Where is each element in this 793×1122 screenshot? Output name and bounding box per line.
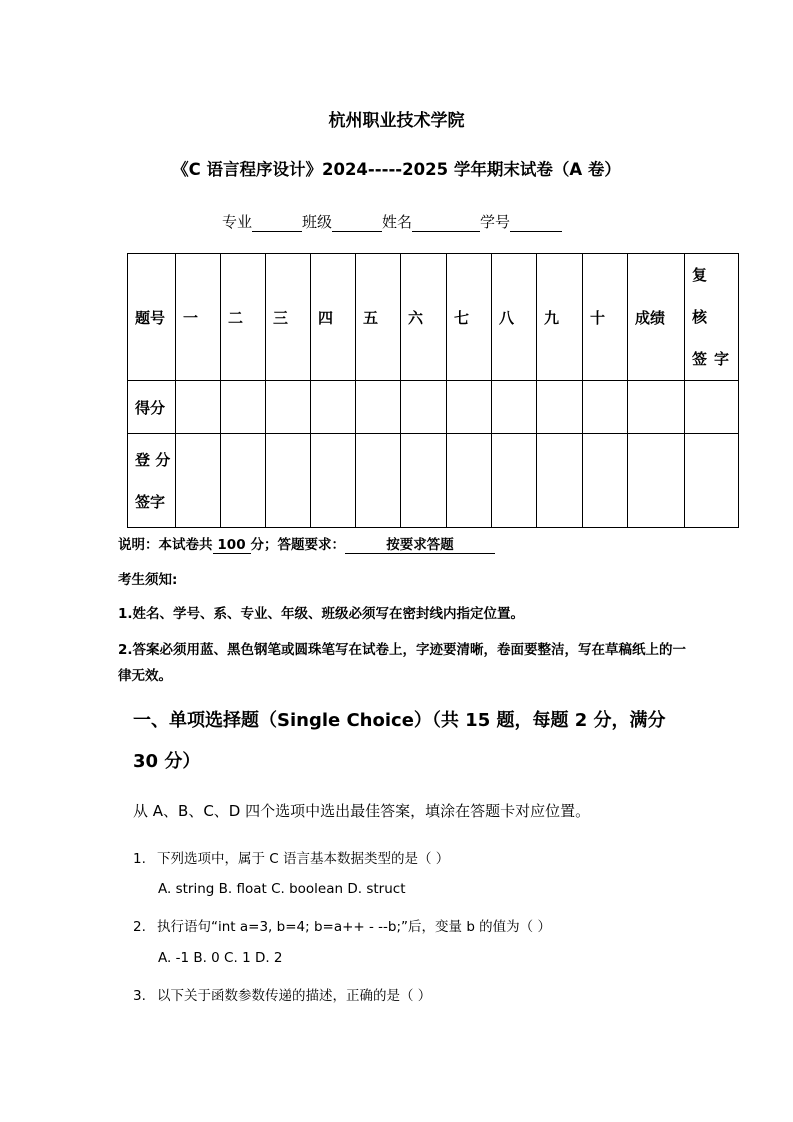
register-label-line1: 登 分 [135, 450, 171, 469]
section-3-header: 三 [266, 254, 311, 381]
score-cell[interactable] [266, 381, 311, 434]
score-cell[interactable] [221, 381, 266, 434]
score-row [128, 381, 739, 434]
score-cell[interactable] [311, 381, 356, 434]
section-1-title: 一、单项选择题（Single Choice）（共 15 题，每题 2 分，满分 30 分） [133, 710, 666, 772]
question-text: 以下关于函数参数传递的描述，正确的是（ ） [157, 988, 432, 1004]
major-label: 专业 [222, 213, 253, 231]
exam-notes [118, 533, 495, 554]
signature-cell[interactable] [176, 434, 221, 528]
score-cell[interactable] [685, 381, 739, 434]
name-blank[interactable] [412, 214, 480, 232]
question-number: 1. [133, 851, 146, 867]
signature-cell[interactable] [628, 434, 685, 528]
score-table [127, 253, 739, 528]
score-cell[interactable] [447, 381, 492, 434]
answer-requirement: 按要求答题 [345, 533, 495, 554]
section-5-header: 五 [356, 254, 401, 381]
notice-rule-1: 1.姓名、学号、系、专业、年级、班级必须写在密封线内指定位置。 [118, 606, 525, 622]
signature-cell[interactable] [447, 434, 492, 528]
section-1-header: 一 [176, 254, 221, 381]
section-6-header: 六 [401, 254, 447, 381]
reviewer-label-line1: 复 核 [692, 266, 715, 326]
score-cell[interactable] [537, 381, 583, 434]
section-8-header: 八 [492, 254, 537, 381]
question-text: 下列选项中，属于 C 语言基本数据类型的是（ ） [157, 851, 450, 867]
signature-cell[interactable] [266, 434, 311, 528]
question-number-header: 题号 [128, 254, 176, 381]
signature-cell[interactable] [583, 434, 628, 528]
question-1 [133, 847, 449, 867]
school-name: 杭州职业技术学院 [328, 111, 465, 131]
signature-cell[interactable] [221, 434, 266, 528]
table-header-row [128, 254, 739, 381]
score-cell[interactable] [628, 381, 685, 434]
signature-cell[interactable] [537, 434, 583, 528]
class-blank[interactable] [332, 214, 382, 232]
register-signature-label [128, 434, 176, 528]
score-cell[interactable] [492, 381, 537, 434]
section-1-instruction: 从 A、B、C、D 四个选项中选出最佳答案，填涂在答题卡对应位置。 [133, 802, 591, 820]
section-10-header: 十 [583, 254, 628, 381]
reviewer-signature-header [685, 254, 739, 381]
register-label-line2: 签字 [135, 492, 166, 511]
notes-prefix: 说明：本试卷共 [118, 537, 213, 553]
student-info-line [222, 211, 562, 232]
register-signature-row [128, 434, 739, 528]
score-row-label: 得分 [128, 381, 176, 434]
signature-cell[interactable] [311, 434, 356, 528]
total-score-header: 成绩 [628, 254, 685, 381]
student-id-blank[interactable] [510, 214, 562, 232]
question-2-options: A. -1 B. 0 C. 1 D. 2 [158, 950, 283, 966]
signature-cell[interactable] [492, 434, 537, 528]
total-points: 100 [213, 537, 251, 554]
name-label: 姓名 [382, 213, 413, 231]
score-cell[interactable] [356, 381, 401, 434]
section-2-header: 二 [221, 254, 266, 381]
score-cell[interactable] [401, 381, 447, 434]
signature-cell[interactable] [356, 434, 401, 528]
section-9-header: 九 [537, 254, 583, 381]
reviewer-label-line2: 签字 [692, 350, 737, 368]
score-cell[interactable] [176, 381, 221, 434]
section-7-header: 七 [447, 254, 492, 381]
notes-middle: 分；答题要求： [250, 537, 345, 553]
major-blank[interactable] [252, 214, 302, 232]
score-cell[interactable] [583, 381, 628, 434]
signature-cell[interactable] [401, 434, 447, 528]
exam-title: 《C 语言程序设计》2024-----2025 学年期末试卷（A 卷） [172, 160, 621, 179]
notice-rule-2: 2.答案必须用蓝、黑色钢笔或圆珠笔写在试卷上，字迹要清晰，卷面要整洁，写在草稿纸上的一律无效。 [118, 642, 687, 684]
signature-cell[interactable] [685, 434, 739, 528]
question-number: 2. [133, 919, 146, 935]
question-3 [133, 984, 431, 1004]
question-text: 执行语句“int a=3, b=4; b=a++ - --b;”后，变量 b 的值为（ ） [157, 919, 551, 935]
question-2 [133, 915, 551, 935]
student-id-label: 学号 [480, 213, 511, 231]
section-4-header: 四 [311, 254, 356, 381]
question-number: 3. [133, 988, 146, 1004]
notice-label: 考生须知: [118, 572, 178, 588]
class-label: 班级 [302, 213, 333, 231]
question-1-options: A. string B. float C. boolean D. struct [158, 881, 406, 897]
